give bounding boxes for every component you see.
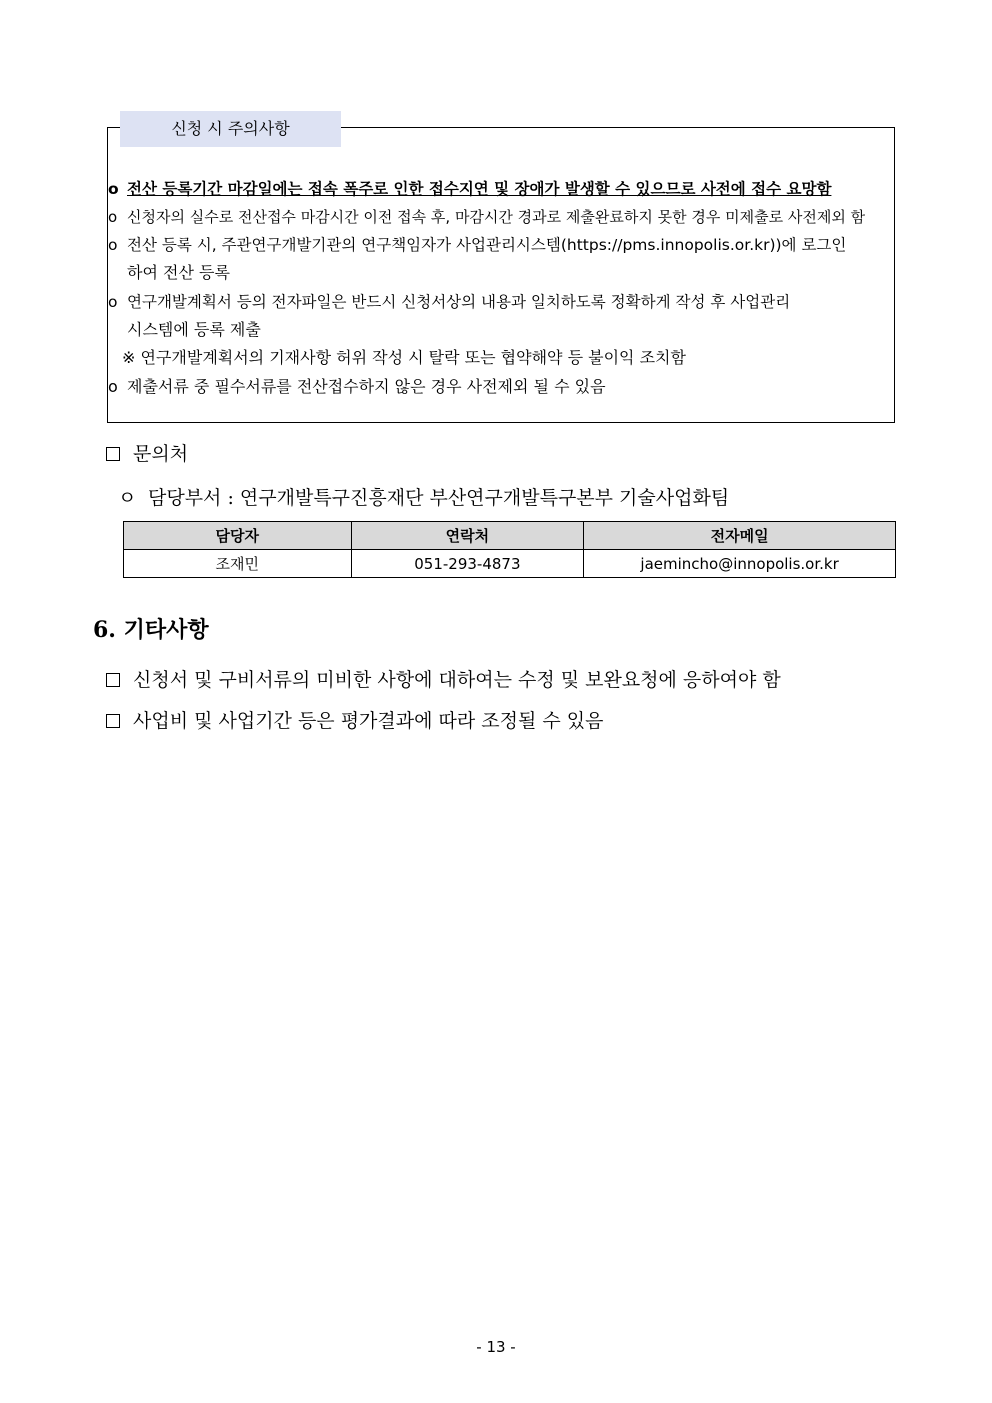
header-phone: 연락처 bbox=[351, 522, 584, 550]
cell-email: jaemincho@innopolis.or.kr bbox=[584, 550, 896, 578]
notice-item-4: o 연구개발계획서 등의 전자파일은 반드시 신청서상의 내용과 일치하도록 정확하게 작성 후 사업관리 bbox=[108, 293, 791, 311]
contact-table bbox=[123, 521, 896, 578]
notice-item-1: o 전산 등록기간 마감일에는 접속 폭주로 인한 접수지연 및 장애가 발생할 수 있으므로 사전에 접수 요망함 bbox=[108, 180, 832, 198]
inquiry-heading: 문의처 bbox=[106, 441, 188, 467]
checkbox-icon bbox=[106, 447, 120, 461]
section-6-item-1: 신청서 및 구비서류의 미비한 사항에 대하여는 수정 및 보완요청에 응하여야 함 bbox=[106, 667, 781, 693]
notice-note: ※ 연구개발계획서의 기재사항 허위 작성 시 탈락 또는 협약해약 등 불이익 조치함 bbox=[122, 348, 686, 367]
section-6-item-2: 사업비 및 사업기간 등은 평가결과에 따라 조정될 수 있음 bbox=[106, 708, 603, 734]
notice-item-3: o 전산 등록 시, 주관연구개발기관의 연구책임자가 사업관리시스템(https://pms.innopolis.or.kr))에 로그인 bbox=[108, 236, 847, 254]
cell-phone: 051-293-4873 bbox=[351, 550, 584, 578]
header-contact-person: 담당자 bbox=[124, 522, 352, 550]
section-6-title: 6. 기타사항 bbox=[93, 617, 209, 643]
checkbox-icon bbox=[106, 673, 120, 687]
notice-item-5: o 제출서류 중 필수서류를 전산접수하지 않은 경우 사전제외 될 수 있음 bbox=[108, 377, 606, 396]
notice-item-3-cont: 하여 전산 등록 bbox=[127, 263, 230, 282]
table-row bbox=[124, 550, 896, 578]
checkbox-icon bbox=[106, 714, 120, 728]
notice-item-2: o 신청자의 실수로 전산접수 마감시간 이전 접속 후, 마감시간 경과로 제출완료하지 못한 경우 미제출로 사전제외 함 bbox=[108, 208, 866, 226]
page-number: - 13 - bbox=[476, 1338, 516, 1356]
notice-item-4-cont: 시스템에 등록 제출 bbox=[127, 320, 261, 339]
inquiry-department: ㅇ 담당부서 : 연구개발특구진흥재단 부산연구개발특구본부 기술사업화팀 bbox=[118, 487, 730, 509]
cell-contact-person: 조재민 bbox=[124, 550, 352, 578]
header-email: 전자메일 bbox=[584, 522, 896, 550]
notice-title: 신청 시 주의사항 bbox=[120, 111, 341, 147]
table-header-row bbox=[124, 522, 896, 550]
